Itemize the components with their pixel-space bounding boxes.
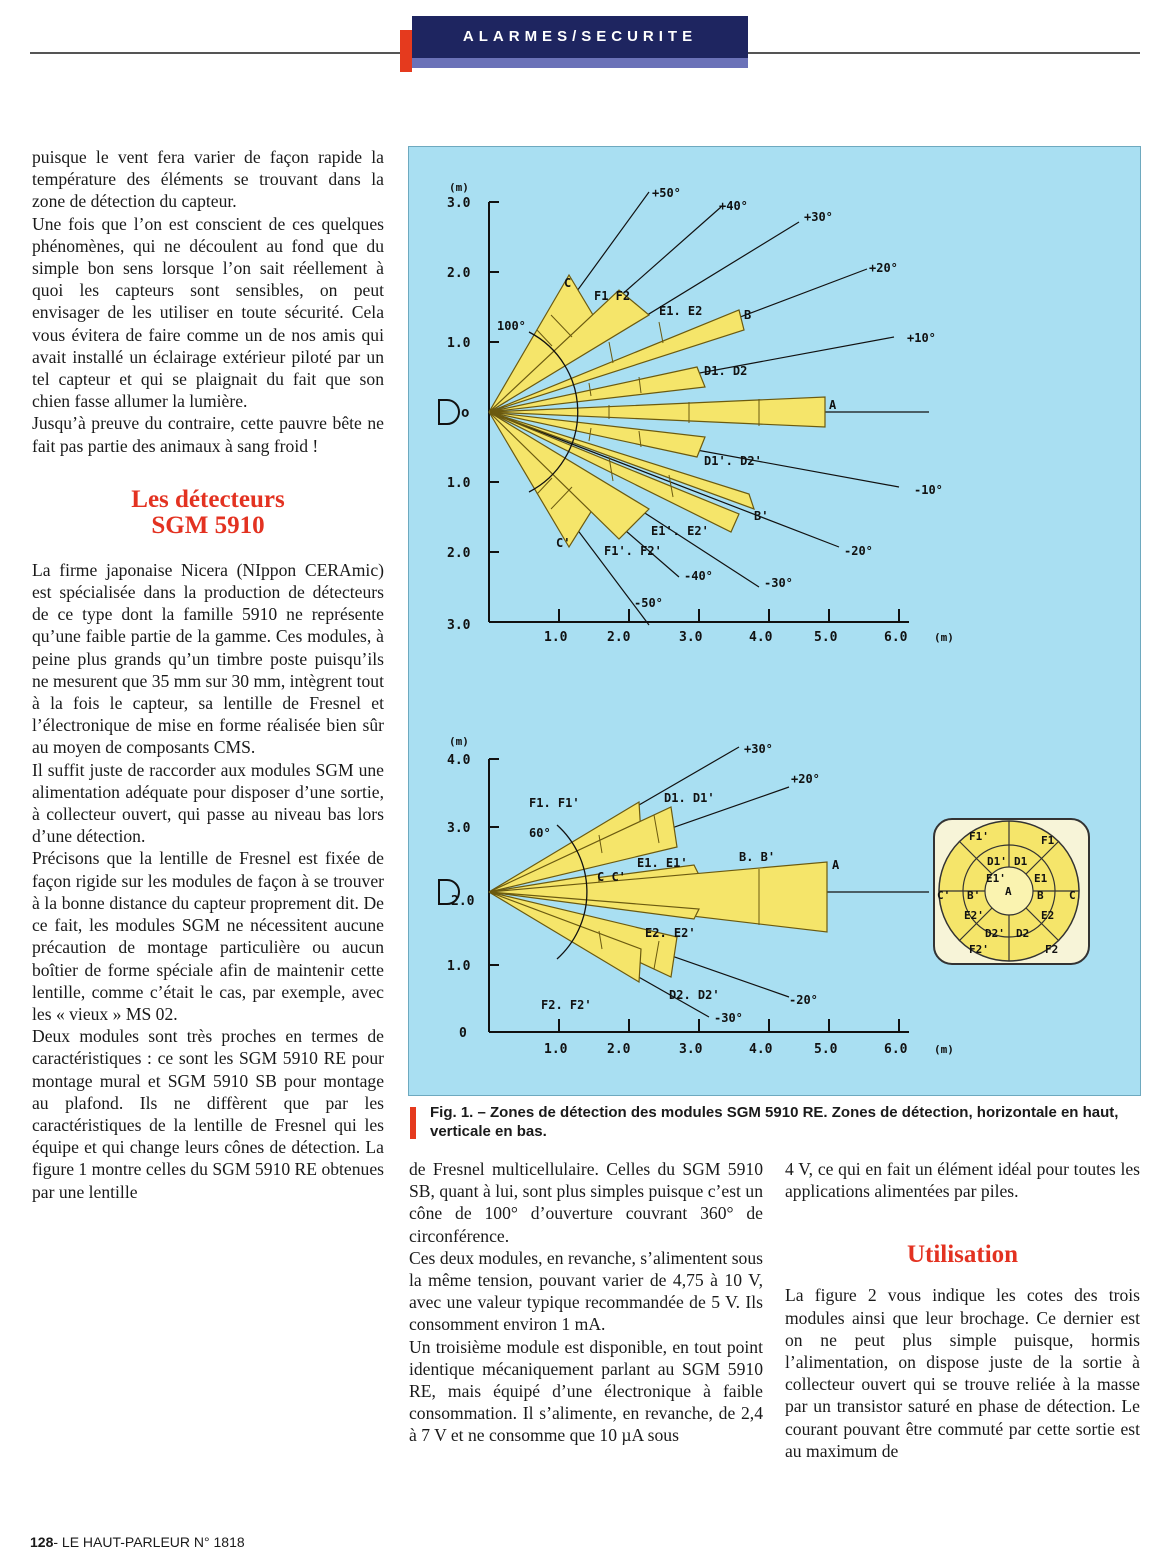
lens-label: C	[1069, 889, 1076, 902]
x-tick-label: 6.0	[884, 630, 908, 645]
paragraph: Un troisième module est disponible, en tout point identique mécaniquement parlant au SGM 5910 RE, mais équipé d’une électronique à faible consommation. Il s’alimente, en revanche, de 2,4 à 7 V et ne consomme que 10 µA sous	[409, 1336, 763, 1446]
zone-label: E1. E1'	[637, 856, 688, 870]
zone-label: E1'. E2'	[651, 524, 709, 538]
lens-label: F2	[1045, 943, 1059, 956]
lens-label: F2'	[969, 943, 989, 956]
x-tick-label: 5.0	[814, 630, 838, 645]
angle-label: -50°	[634, 596, 663, 610]
section-heading: Utilisation	[906, 1241, 1019, 1269]
zone-label: A	[832, 858, 840, 872]
lens-label: C'	[937, 889, 951, 902]
page-footer	[30, 1534, 245, 1550]
angle-label: -20°	[789, 993, 818, 1007]
paragraph: Deux modules sont très proches en termes de caractéristiques : ce sont les SGM 5910 RE pour montage mural et SGM 5910 SB pour montage au plafond. Ils ne diffèrent que par les caractéristiques de la lentille de Fresnel qui les équipe et qui change leurs cônes de détection. La figure 1 montre celles du SGM 5910 RE obtenues par une lentille	[32, 1026, 384, 1202]
angle-label: +30°	[804, 210, 833, 224]
lens-label: F1	[1041, 834, 1055, 847]
zone-label: B'	[754, 509, 769, 523]
section-heading	[32, 487, 384, 539]
middle-column	[409, 1158, 763, 1447]
detection-zone-diagram	[409, 147, 1142, 1097]
angle-label: +20°	[791, 772, 820, 786]
angle-label: +20°	[869, 261, 898, 275]
section-heading-line2: SGM 5910	[151, 511, 265, 539]
y-tick-label: 4.0	[447, 753, 471, 768]
angle-label: -30°	[714, 1011, 743, 1025]
lens-label: B'	[967, 889, 981, 902]
paragraph: Ces deux modules, en revanche, s’alimentent sous la même tension, pouvant varier de 4,75 à 10 V, avec une valeur typique recommandée de 5 V. Ils consomment environ 1 mA.	[409, 1247, 763, 1335]
top-detection-cones	[489, 275, 825, 547]
paragraph: La firme japonaise Nicera (NIppon CERAmic) est spécialisée dans la production de détecteurs de ce type dont la famille 5910 ne représente qu’une faible partie de la gamme. Ces modules, à peine plus grands qu’un timbre poste puisqu’ils ne mesurent que 35 mm sur 30 mm, intègrent tout à la fois le capteur, sa lentille de Fresnel et l’électronique de mise en forme réalisée bien sûr au moyen de composants CMS.	[32, 559, 384, 758]
top-diagram	[439, 181, 954, 645]
paragraph: Une fois que l’on est conscient de ces quelques phénomènes, qui ne découlent au fond que du simple bon sens lorsque l’on sait réellement à quoi les capteurs sont sensibles, on peut envisager de les utiliser en toute sécurité. Cela vous évitera de faire comme un de nos amis qui avait installé un éclairage extérieur piloté par un tel capteur et qui se plaignait du fait que son chien fasse allumer la lumière.	[32, 213, 384, 412]
lens-label: D2	[1016, 927, 1030, 940]
zone-label: F2. F2'	[541, 998, 592, 1012]
x-tick-label: 3.0	[679, 1042, 703, 1057]
zone-label: D1. D2	[704, 364, 748, 378]
x-tick-label: 4.0	[749, 1042, 773, 1057]
zone-label: F1'. F2'	[604, 544, 662, 558]
figure-panel	[408, 146, 1141, 1096]
sensor-dot: o	[461, 405, 470, 421]
lens-label: B	[1037, 889, 1044, 902]
paragraph: puisque le vent fera varier de façon rapide la température des éléments se trouvant dans la zone de détection du capteur.	[32, 147, 384, 212]
zone-label: D1'. D2'	[704, 454, 762, 468]
paragraph: Jusqu’à preuve du contraire, cette pauvre bête ne fait pas partie des animaux à sang froid !	[32, 413, 384, 456]
lens-label: E1	[1034, 872, 1048, 885]
x-tick-label: 4.0	[749, 630, 773, 645]
zone-label: C C'	[597, 870, 626, 884]
y-tick-label: 2.0	[447, 266, 471, 281]
y-tick-label: 2.0	[447, 546, 471, 561]
zone-label: F1 F2	[594, 289, 631, 303]
y-tick-label: 3.0	[447, 618, 471, 633]
paragraph: 4 V, ce qui en fait un élément idéal pour toutes les applications alimentées par piles.	[785, 1159, 1140, 1202]
section-heading-line1: Les détecteurs	[131, 485, 285, 513]
x-tick-label: 2.0	[607, 630, 631, 645]
paragraph: de Fresnel multicellulaire. Celles du SGM 5910 SB, quant à lui, sont plus simples puisque c’est un cône de 100° d’ouverture couvrant 360° de circonférence.	[409, 1159, 763, 1246]
lens-label: E2	[1041, 909, 1055, 922]
y-tick-label: 1.0	[447, 959, 471, 974]
y-unit-label: (m)	[449, 735, 469, 748]
lens-label: D1	[1014, 855, 1028, 868]
zone-label: C	[564, 276, 572, 290]
caption-marker	[410, 1107, 416, 1139]
figure-caption: Fig. 1. – Zones de détection des modules SGM 5910 RE. Zones de détection, horizontale en haut, verticale en bas.	[430, 1104, 1119, 1140]
zone-label: E2. E2'	[645, 926, 696, 940]
lens-label: A	[1005, 885, 1012, 898]
header-red-tab	[400, 30, 412, 72]
y-tick-label: 1.0	[447, 336, 471, 351]
x-unit-label: (m)	[934, 631, 954, 644]
angle-label: -30°	[764, 576, 793, 590]
section-header	[400, 8, 748, 64]
zone-label: A	[829, 398, 837, 412]
zone-label: B. B'	[739, 850, 776, 864]
y-tick-label: 3.0	[447, 821, 471, 836]
zone-label: E1. E2	[659, 304, 703, 318]
angle-label: -40°	[684, 569, 713, 583]
zone-label: D1. D1'	[664, 791, 715, 805]
sensor-icon	[439, 400, 459, 424]
zone-label: F1. F1'	[529, 796, 580, 810]
x-tick-label: 5.0	[814, 1042, 838, 1057]
y-tick-label: 2.0	[451, 894, 475, 909]
aperture-label: 60°	[529, 826, 551, 840]
x-tick-label: 1.0	[544, 630, 568, 645]
angle-label: +50°	[652, 186, 681, 200]
zone-label: B	[744, 308, 752, 322]
paragraph: La figure 2 vous indique les cotes des trois modules ainsi que leur brochage. Ce dernier est on ne peut plus simple puisque, hormis l’alimentation, on dispose juste de la sortie à collecteur ouvert qui se trouve reliée à la masse par un transistor saturé en phase de détection. Le courant pouvant être commuté par cette sortie est au maximum de	[785, 1285, 1140, 1461]
paragraph: Précisons que la lentille de Fresnel est fixée de façon rigide sur les modules de façon à se trouver à la bonne distance du capteur proprement dit. De ce fait, les modules SGM ne nécessitent aucune précaution de montage particulière ou aucun boîtier de forme spéciale afin de maintenir cette lentille, comme c’était le cas, par exemple, avec les « vieux » MS 02.	[32, 848, 384, 1024]
lens-label: D2'	[985, 927, 1005, 940]
lens-label: E1'	[986, 872, 1006, 885]
x-tick-label: 6.0	[884, 1042, 908, 1057]
right-column	[785, 1158, 1140, 1462]
lens-label: E2'	[964, 909, 984, 922]
angle-label: -20°	[844, 544, 873, 558]
magazine-name: - LE HAUT-PARLEUR N° 1818	[53, 1534, 245, 1550]
y-tick-label: 0	[459, 1026, 467, 1041]
x-tick-label: 3.0	[679, 630, 703, 645]
x-tick-label: 2.0	[607, 1042, 631, 1057]
x-unit-label: (m)	[934, 1043, 954, 1056]
y-tick-label: 3.0	[447, 196, 471, 211]
angle-label: +10°	[907, 331, 936, 345]
zone-label: C'	[556, 536, 571, 550]
angle-label: -10°	[914, 483, 943, 497]
lens-map	[934, 819, 1089, 964]
angle-label: +40°	[719, 199, 748, 213]
aperture-label: 100°	[497, 319, 526, 333]
angle-label: +30°	[744, 742, 773, 756]
lens-label: F1'	[969, 830, 989, 843]
sensor-icon	[439, 880, 459, 904]
y-unit-label: (m)	[449, 181, 469, 194]
section-title: ALARMES/SECURITE	[462, 28, 698, 45]
left-column	[32, 146, 384, 1203]
page-number: 128	[30, 1534, 54, 1550]
lens-label: D1'	[987, 855, 1007, 868]
x-tick-label: 1.0	[544, 1042, 568, 1057]
bottom-diagram	[439, 735, 954, 1057]
paragraph: Il suffit juste de raccorder aux modules SGM une alimentation adéquate pour disposer d’une sortie, à collecteur ouvert, qui passe au niveau bas lors d’une détection.	[32, 759, 384, 847]
y-tick-label: 1.0	[447, 476, 471, 491]
header-underline	[412, 58, 748, 68]
zone-label: D2. D2'	[669, 988, 720, 1002]
